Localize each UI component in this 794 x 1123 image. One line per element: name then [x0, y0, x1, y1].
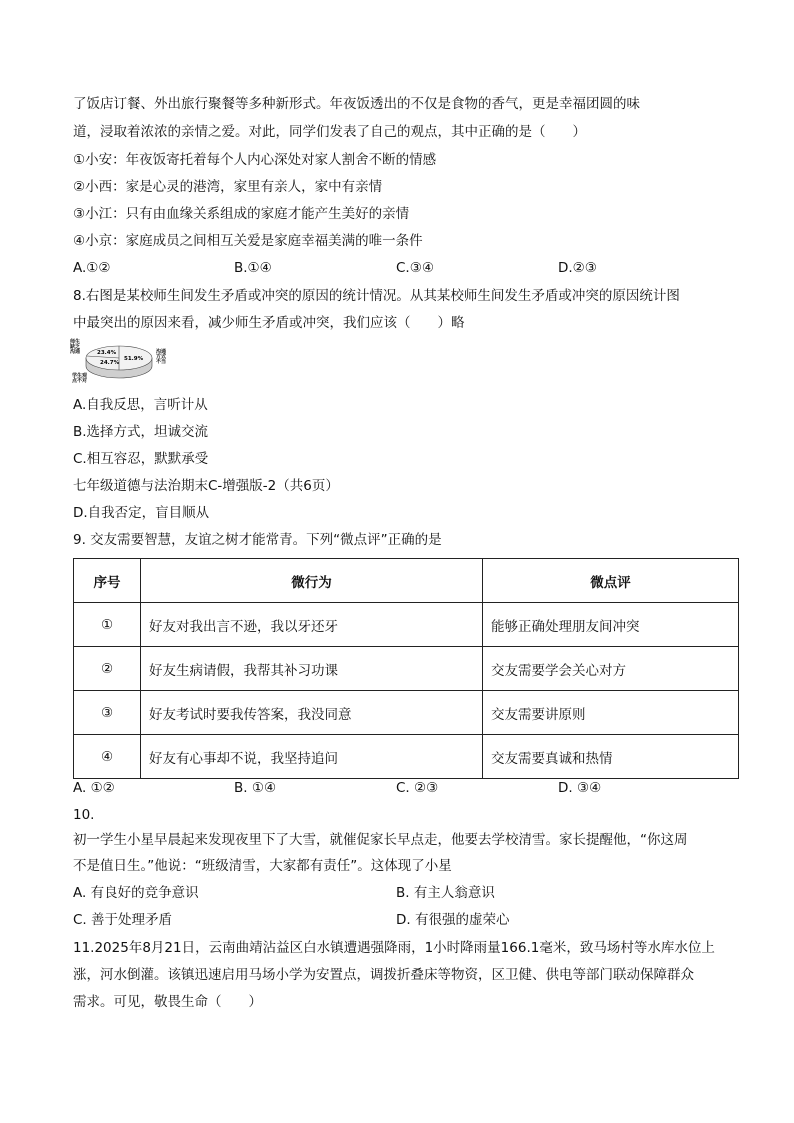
pie-legend-2: 学生观点不对 — [72, 373, 88, 384]
table-header-row — [74, 559, 739, 603]
q9-option-c: C. ②③ — [396, 780, 439, 796]
header-index: 序号 — [74, 559, 141, 603]
option-b: B.①④ — [234, 260, 272, 276]
q8-option-b: B.选择方式，坦诚交流 — [73, 424, 209, 440]
q8-pie-chart — [70, 336, 170, 386]
q10-option-d: D. 有很强的虚荣心 — [396, 912, 510, 928]
q10-number: 10. — [73, 807, 95, 823]
q10-option-c: C. 善于处理矛盾 — [73, 912, 173, 928]
table-row — [74, 691, 739, 735]
intro-line-2: 道，浸取着浓浓的亲情之爱。对此，同学们发表了自己的观点，其中正确的是（ ） — [73, 124, 586, 140]
q8-stem-line-2: 中最突出的原因来看，减少师生矛盾或冲突，我们应该（ ）略 — [73, 315, 465, 331]
row-comment: 交友需要学会关心对方 — [483, 647, 739, 691]
pie-slice-label-3: 51.9% — [124, 356, 144, 362]
pie-legend-3: 沟通方式不当 — [156, 349, 167, 365]
q9-stem: 9. 交友需要智慧，友谊之树才能常青。下列“微点评”正确的是 — [73, 532, 442, 548]
q10-stem-line-1: 初一学生小星早晨起来发现夜里下了大雪，就催促家长早点走，他要去学校清雪。家长提醒他，“你这周 — [73, 832, 688, 848]
q10-stem-line-2: 不是值日生。”他说：“班级清雪，大家都有责任”。这体现了小星 — [73, 858, 452, 874]
q9-option-a: A. ①② — [73, 780, 115, 796]
row-index: ③ — [74, 691, 141, 735]
row-comment: 能够正确处理朋友间冲突 — [483, 603, 739, 647]
table-row — [74, 647, 739, 691]
row-comment: 交友需要真诚和热情 — [483, 735, 739, 779]
q11-stem-line-1: 11.2025年8月21日，云南曲靖沾益区白水镇遭遇强降雨，1小时降雨量166.1毫米，致马场村等水库水位上 — [73, 940, 715, 956]
q9-option-b: B. ①④ — [234, 780, 277, 796]
pie-legend-1: 师生缺乏沟通 — [70, 339, 81, 355]
option-a: A.①② — [73, 260, 111, 276]
row-behavior: 好友生病请假，我帮其补习功课 — [141, 647, 483, 691]
statement-2: ②小西：家是心灵的港湾，家里有亲人，家中有亲情 — [73, 179, 383, 195]
intro-line-1: 了饭店订餐、外出旅行聚餐等多种新形式。年夜饭透出的不仅是食物的香气，更是幸福团圆的味 — [73, 96, 640, 112]
q10-option-b: B. 有主人翁意识 — [396, 885, 495, 901]
q8-stem-line-1: 8.右图是某校师生间发生矛盾或冲突的原因的统计情况。从其某校师生间发生矛盾或冲突的原因统计图 — [73, 288, 680, 304]
option-c: C.③④ — [396, 260, 434, 276]
pie-slice-label-2: 24.7% — [100, 360, 120, 366]
option-d: D.②③ — [558, 260, 597, 276]
q8-option-c: C.相互容忍，默默承受 — [73, 451, 209, 467]
row-behavior: 好友有心事却不说，我坚持追问 — [141, 735, 483, 779]
row-index: ④ — [74, 735, 141, 779]
q8-option-a: A.自我反思，言听计从 — [73, 397, 208, 413]
table-row — [74, 735, 739, 779]
header-behavior: 微行为 — [141, 559, 483, 603]
q9-table — [73, 558, 739, 779]
page-footer: 七年级道德与法治期末C-增强版-2（共6页） — [73, 478, 339, 494]
pie-slice-label-1: 23.4% — [97, 350, 117, 356]
row-behavior: 好友考试时要我传答案，我没同意 — [141, 691, 483, 735]
q11-stem-line-3: 需求。可见，敬畏生命（ ） — [73, 994, 262, 1010]
statement-4: ④小京：家庭成员之间相互关爱是家庭幸福美满的唯一条件 — [73, 233, 423, 249]
header-comment: 微点评 — [483, 559, 739, 603]
q9-option-d: D. ③④ — [558, 780, 602, 796]
q8-option-d: D.自我否定，盲目顺从 — [73, 505, 210, 521]
q11-stem-line-2: 涨，河水倒灌。该镇迅速启用马场小学为安置点，调拨折叠床等物资，区卫健、供电等部门联动保障群众 — [73, 967, 694, 983]
row-behavior: 好友对我出言不逊，我以牙还牙 — [141, 603, 483, 647]
q10-option-a: A. 有良好的竞争意识 — [73, 885, 199, 901]
table-row — [74, 603, 739, 647]
statement-3: ③小江：只有由血缘关系组成的家庭才能产生美好的亲情 — [73, 206, 410, 222]
row-index: ② — [74, 647, 141, 691]
row-comment: 交友需要讲原则 — [483, 691, 739, 735]
statement-1: ①小安：年夜饭寄托着每个人内心深处对家人割舍不断的情感 — [73, 152, 437, 168]
row-index: ① — [74, 603, 141, 647]
